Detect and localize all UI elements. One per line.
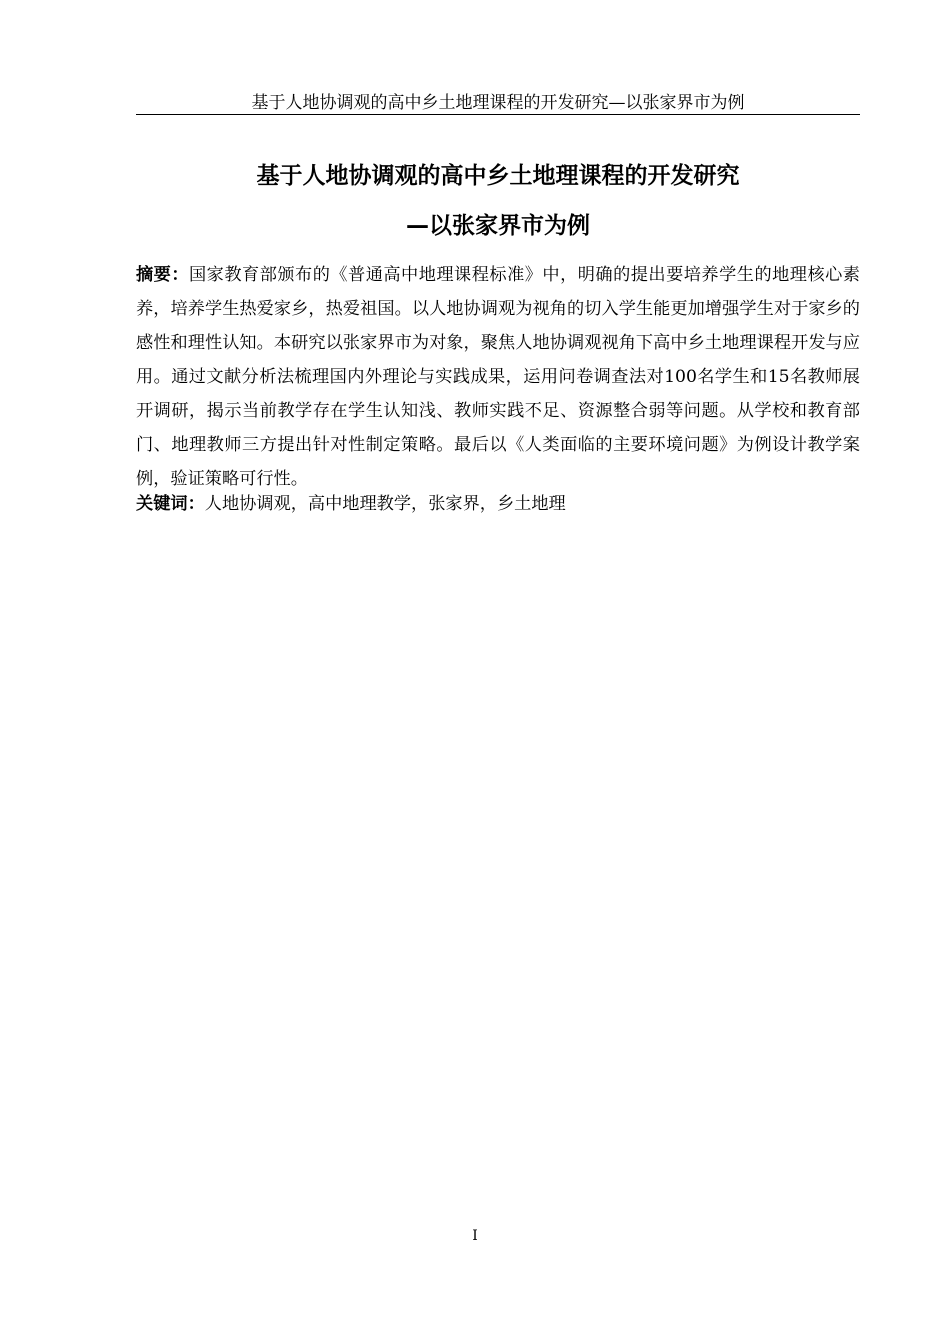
- keywords-text: 人地协调观，高中地理教学，张家界，乡土地理: [204, 494, 566, 514]
- abstract-text: 国家教育部颁布的《普通高中地理课程标准》中，明确的提出要培养学生的地理核心素养，培养学生热爱家乡，热爱祖国。以人地协调观为视角的切入学生能更加增强学生对于家乡的感性和理性认知。本研究以张家界市为对象，聚焦人地协调观视角下高中乡土地理课程开发与应用。通过文献分析法梳理国内外理论与实践成果，运用问卷调查法对100名学生和15名教师展开调研，揭示当前教学存在学生认知浅、教师实践不足、资源整合弱等问题。从学校和教育部门、地理教师三方提出针对性制定策略。最后以《人类面临的主要环境问题》为例设计教学案例，验证策略可行性。: [136, 265, 860, 489]
- document-title: 基于人地协调观的高中乡土地理课程的开发研究: [256, 163, 740, 189]
- running-header: 基于人地协调观的高中乡土地理课程的开发研究—以张家界市为例: [136, 92, 860, 115]
- abstract-label: 摘要：: [136, 265, 190, 285]
- page-number: I: [472, 1228, 478, 1244]
- abstract-paragraph: [136, 258, 860, 496]
- keywords-label: 关键词：: [136, 494, 205, 514]
- keywords-line: [136, 487, 860, 521]
- document-subtitle: —以张家界市为例: [406, 213, 590, 239]
